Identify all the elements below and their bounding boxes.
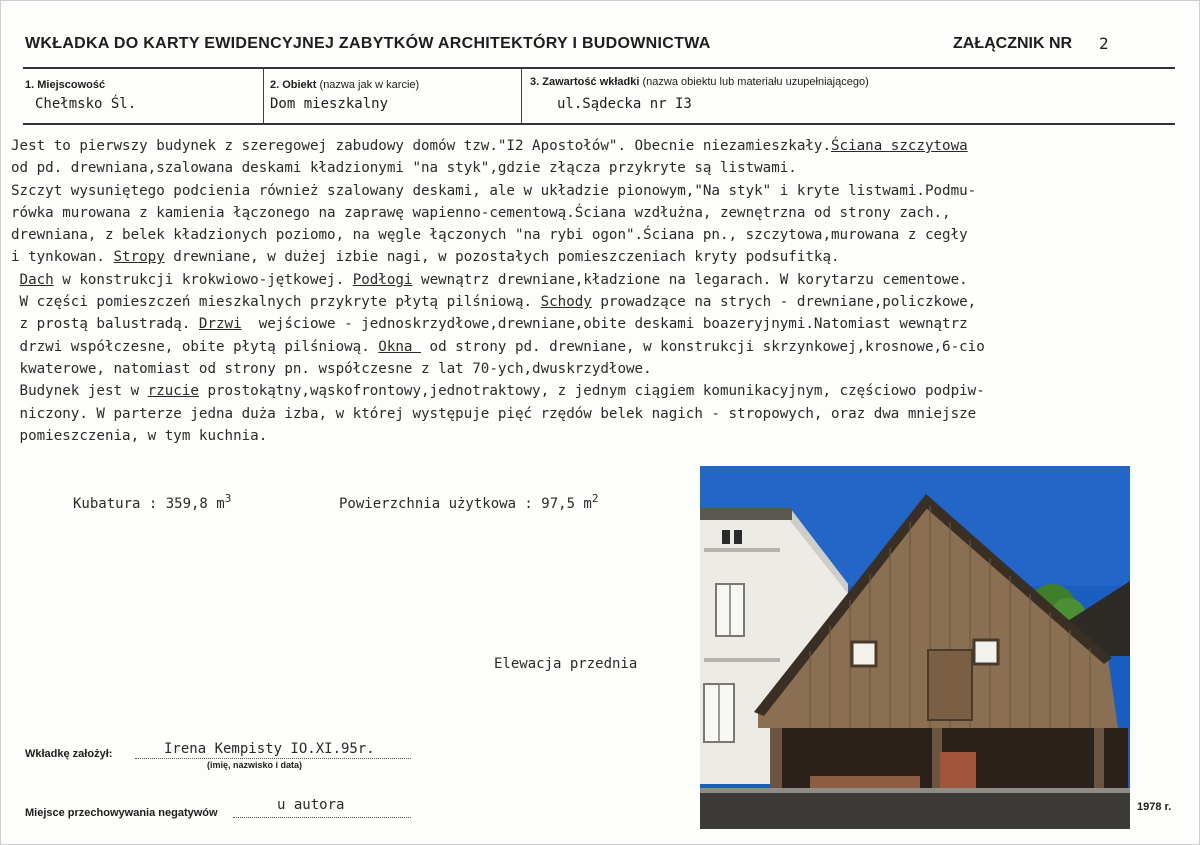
- description-line: [11, 135, 1191, 157]
- text-segment: prostokątny,wąskofrontowy,jednotraktowy, z jednym ciągiem komunikacyjnym, częściowo podpiw-: [198, 383, 985, 400]
- building-photo: [700, 466, 1130, 829]
- photo-caption: Elewacja przednia: [494, 656, 638, 672]
- object-label: 2. Obiekt (nazwa jak w karcie): [270, 79, 420, 91]
- underlined-term: Okna: [378, 338, 422, 355]
- description-line: [11, 425, 1191, 447]
- underlined-term: Ściana szczytowa: [831, 138, 968, 154]
- underlined-term: Drzwi: [198, 316, 242, 333]
- text-segment: od pd. drewniana,szalowana deskami kładzionymi "na styk",gdzie złącza przykryte są listwami.: [11, 160, 797, 177]
- description-line: [11, 157, 1191, 179]
- description-line: [11, 336, 1191, 358]
- volume-metric: Kubatura : 359,8 $m^3$: [73, 492, 232, 512]
- window-right: [974, 640, 998, 664]
- underlined-term: rzucie: [147, 383, 199, 400]
- text-segment: Budynek jest w: [11, 383, 148, 400]
- text-segment: z prostą balustradą.: [11, 316, 199, 333]
- locality-label: 1. Miejscowość: [25, 79, 106, 91]
- header-rule-top: [23, 67, 1175, 69]
- text-segment: drzwi współczesne, obite płytą pilśniową.: [11, 338, 379, 355]
- description-line: [11, 358, 1191, 380]
- description-line: [11, 224, 1191, 246]
- text-segment: niczony. W parterze jedna duża izba, w której występuje pięć rzędów belek nagich - stropowych, oraz dwa mniejsze: [11, 405, 977, 422]
- underlined-term: Podłogi: [352, 271, 413, 288]
- annex-label: ZAŁĄCZNIK NR: [953, 35, 1073, 52]
- text-segment: wewnątrz drewniane,kładzione na legarach. W korytarzu cementowe.: [412, 271, 968, 288]
- text-segment: wejściowe - jednoskrzydłowe,drewniane,obite deskami boazeryjnymi.Natomiast wewnątrz: [241, 316, 968, 333]
- text-segment: prowadzące na strych - drewniane,policzkowe,: [591, 294, 977, 311]
- author-dotline: [135, 758, 411, 759]
- text-segment: [11, 272, 20, 288]
- author-note: (imię, nazwisko i data): [207, 760, 303, 770]
- text-segment: rówka murowana z kamienia łączonego na zaprawę wapienno-cementową.Ściana wzdłużna, zewnętrzna od strony zach.,: [11, 204, 951, 221]
- header-rule-bottom: [23, 123, 1175, 125]
- field-divider-1: [263, 69, 264, 123]
- storage-dotline: [233, 817, 411, 818]
- content-label: 3. Zawartość wkładki (nazwa obiektu lub materiału uzupełniającego): [530, 76, 869, 88]
- underlined-term: Dach: [19, 271, 54, 288]
- window-left: [852, 642, 876, 666]
- underlined-term: Stropy: [113, 249, 165, 266]
- text-segment: od strony pd. drewniane, w konstrukcji skrzynkowej,krosnowe,6-cio: [421, 338, 985, 355]
- area-metric: Powierzchnia użytkowa : 97,5 $m^2$: [339, 492, 599, 512]
- description-line: [11, 269, 1191, 291]
- text-segment: pomieszczenia, w tym kuchnia.: [11, 427, 268, 444]
- storage-value: u autora: [277, 797, 345, 813]
- street: [700, 788, 1130, 829]
- author-label: Wkładkę założył:: [25, 748, 113, 760]
- underlined-term: Schody: [540, 294, 592, 311]
- text-segment: Szczyt wysuniętego podcienia również szalowany deskami, ale w układzie pionowym,"Na styk" i kryte listwami.Podmu-: [11, 182, 977, 199]
- description-line: [11, 403, 1191, 425]
- text-segment: drewniana, z belek kładzionych poziomo, na węgle łączonych "na rybi ogon".Ściana pn., szczytowa,murowana z cegły: [11, 227, 968, 244]
- photo-year: 1978 r.: [1137, 801, 1172, 813]
- field-divider-2: [521, 69, 522, 123]
- description-text: [11, 135, 1191, 447]
- description-line: [11, 202, 1191, 224]
- storage-label: Miejsce przechowywania negatywów: [25, 807, 218, 819]
- text-segment: i tynkowan.: [11, 249, 114, 266]
- annex-number: 2: [1099, 34, 1109, 53]
- locality-value: Chełmsko Śl.: [35, 96, 137, 112]
- description-line: [11, 291, 1191, 313]
- text-segment: w konstrukcji krokwiowo-jętkowej.: [53, 271, 353, 288]
- content-value: ul.Sądecka nr I3: [557, 96, 692, 112]
- author-value: Irena Kempisty IO.XI.95r.: [164, 741, 375, 757]
- object-value: Dom mieszkalny: [270, 96, 389, 112]
- text-segment: Jest to pierwszy budynek z szeregowej zabudowy domów tzw."I2 Apostołów". Obecnie niezamieszkały.: [11, 138, 831, 154]
- card-title: WKŁADKA DO KARTY EWIDENCYJNEJ ZABYTKÓW ARCHITEKTÓRY I BUDOWNICTWA: [25, 35, 711, 52]
- description-line: [11, 180, 1191, 202]
- text-segment: W części pomieszczeń mieszkalnych przykryte płytą pilśniową.: [11, 294, 541, 311]
- text-segment: drewniane, w dużej izbie nagi, w pozostałych pomieszczeniach kryty podsufitką.: [164, 249, 840, 266]
- text-segment: kwaterowe, natomiast od strony pn. współczesne z lat 70-ych,dwuskrzydłowe.: [11, 360, 652, 377]
- description-line: [11, 246, 1191, 268]
- description-line: [11, 313, 1191, 335]
- description-line: [11, 380, 1191, 402]
